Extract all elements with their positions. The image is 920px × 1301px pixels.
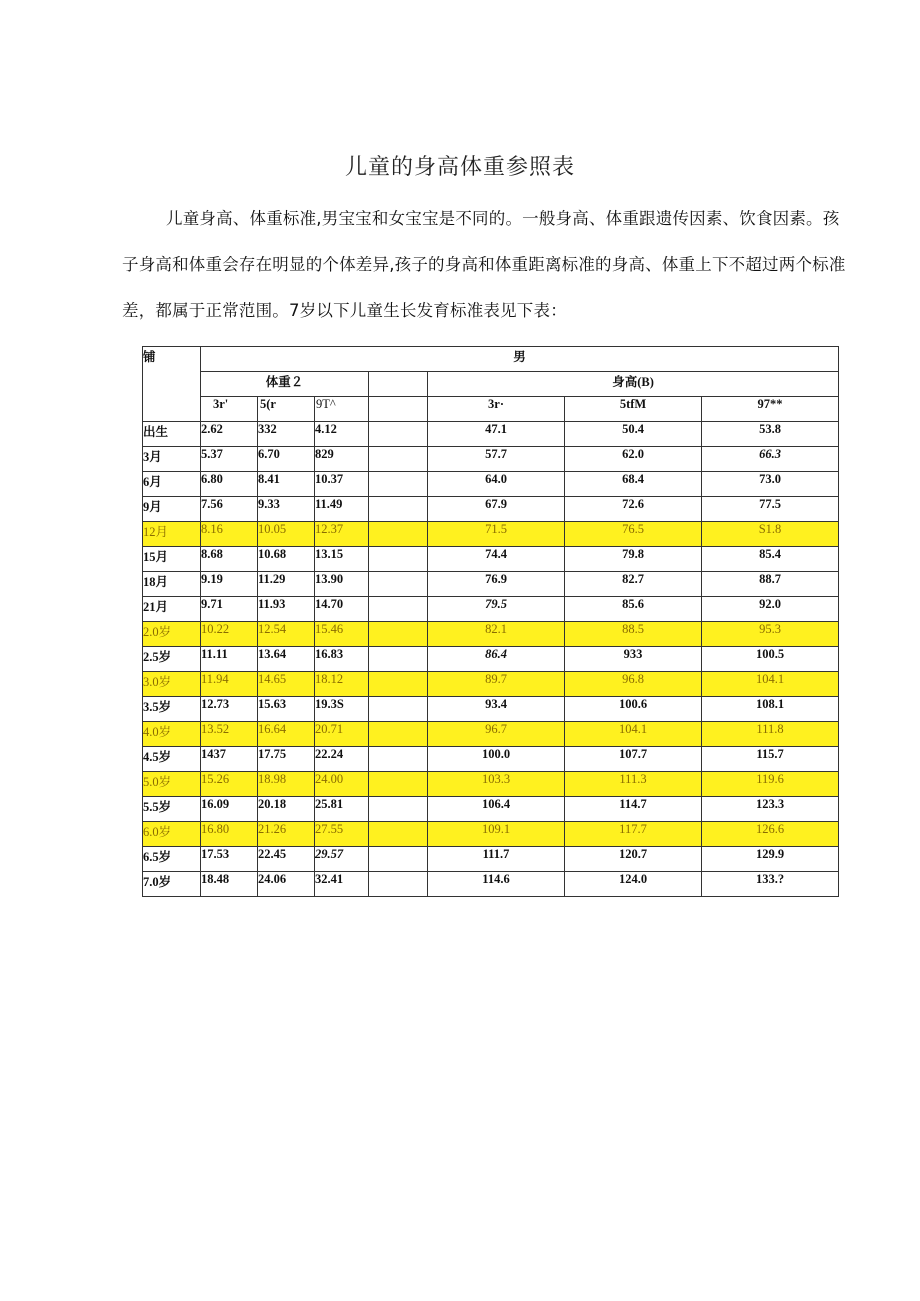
weight-cell: 11.94 <box>201 672 258 697</box>
height-cell: 57.7 <box>428 447 565 472</box>
weight-cell: 9.19 <box>201 572 258 597</box>
weight-cell: 15.26 <box>201 772 258 797</box>
height-cell: 114.6 <box>428 872 565 897</box>
table-row <box>143 497 839 522</box>
table-row <box>143 722 839 747</box>
weight-cell: 32.41 <box>315 872 369 897</box>
weight-cell: 16.09 <box>201 797 258 822</box>
table-row <box>143 572 839 597</box>
height-cell: 64.0 <box>428 472 565 497</box>
weight-cell: 2.62 <box>201 422 258 447</box>
weight-cell: 13.15 <box>315 547 369 572</box>
height-cell: 111.3 <box>565 772 702 797</box>
row-age-label: 15月 <box>143 547 201 572</box>
height-cell: 108.1 <box>702 697 839 722</box>
height-cell: 111.8 <box>702 722 839 747</box>
weight-cell: 4.12 <box>315 422 369 447</box>
height-cell: 114.7 <box>565 797 702 822</box>
table-row <box>143 797 839 822</box>
weight-p50-header: 5(r <box>258 397 315 422</box>
weight-cell: 8.68 <box>201 547 258 572</box>
weight-cell: 15.46 <box>315 622 369 647</box>
row-age-label: 3月 <box>143 447 201 472</box>
height-cell: 74.4 <box>428 547 565 572</box>
height-cell: 72.6 <box>565 497 702 522</box>
height-cell: 67.9 <box>428 497 565 522</box>
table-row <box>143 547 839 572</box>
empty-cell <box>369 547 428 572</box>
weight-p3-header: 3r' <box>201 397 258 422</box>
empty-cell <box>369 622 428 647</box>
height-cell: 103.3 <box>428 772 565 797</box>
empty-cell <box>369 772 428 797</box>
height-cell: 73.0 <box>702 472 839 497</box>
table-row <box>143 447 839 472</box>
weight-cell: 12.73 <box>201 697 258 722</box>
row-age-label: 4.5岁 <box>143 747 201 772</box>
height-cell: 93.4 <box>428 697 565 722</box>
row-age-label: 9月 <box>143 497 201 522</box>
table-row <box>143 597 839 622</box>
weight-cell: 6.70 <box>258 447 315 472</box>
header-row-measure <box>143 372 839 397</box>
height-cell: 79.5 <box>428 597 565 622</box>
row-age-label: 7.0岁 <box>143 872 201 897</box>
weight-cell: 19.3S <box>315 697 369 722</box>
weight-cell: 11.11 <box>201 647 258 672</box>
weight-cell: 12.54 <box>258 622 315 647</box>
weight-cell: 22.45 <box>258 847 315 872</box>
table-row <box>143 822 839 847</box>
height-cell: 100.5 <box>702 647 839 672</box>
height-cell: 82.1 <box>428 622 565 647</box>
row-age-label: 4.0岁 <box>143 722 201 747</box>
empty-cell <box>369 447 428 472</box>
height-cell: 62.0 <box>565 447 702 472</box>
weight-cell: 10.68 <box>258 547 315 572</box>
weight-cell: 22.24 <box>315 747 369 772</box>
weight-cell: 11.49 <box>315 497 369 522</box>
height-cell: 126.6 <box>702 822 839 847</box>
row-age-label: 5.5岁 <box>143 797 201 822</box>
weight-cell: 5.37 <box>201 447 258 472</box>
empty-header-cell <box>369 372 428 397</box>
weight-cell: 16.83 <box>315 647 369 672</box>
weight-cell: 10.22 <box>201 622 258 647</box>
height-cell: 95.3 <box>702 622 839 647</box>
height-cell: 82.7 <box>565 572 702 597</box>
height-cell: 88.7 <box>702 572 839 597</box>
height-cell: 66.3 <box>702 447 839 472</box>
weight-cell: 17.75 <box>258 747 315 772</box>
height-cell: 96.7 <box>428 722 565 747</box>
weight-p97-header: 9T^ <box>315 397 369 422</box>
height-p3-header: 3r· <box>428 397 565 422</box>
weight-cell: 8.41 <box>258 472 315 497</box>
weight-header: 体重２ <box>201 372 369 397</box>
weight-cell: 27.55 <box>315 822 369 847</box>
height-header: 身高(B) <box>428 372 839 397</box>
height-cell: 104.1 <box>565 722 702 747</box>
table-row <box>143 647 839 672</box>
empty-cell <box>369 572 428 597</box>
height-cell: 47.1 <box>428 422 565 447</box>
empty-cell <box>369 747 428 772</box>
row-age-label: 21月 <box>143 597 201 622</box>
weight-cell: 16.80 <box>201 822 258 847</box>
weight-cell: 14.65 <box>258 672 315 697</box>
weight-cell: 10.37 <box>315 472 369 497</box>
empty-cell <box>369 672 428 697</box>
height-p97-header: 97** <box>702 397 839 422</box>
intro-paragraph: 儿童身高、体重标准,男宝宝和女宝宝是不同的。一般身高、体重跟遗传因素、饮食因素。孩子身高和体重会存在明显的个体差异,孩子的身高和体重距离标准的身高、体重上下不超过两个标准差，都属于正常范围。7岁以下儿童生长发育标准表见下表： <box>122 209 846 320</box>
empty-cell <box>369 822 428 847</box>
height-cell: 96.8 <box>565 672 702 697</box>
height-cell: 129.9 <box>702 847 839 872</box>
weight-cell: 20.71 <box>315 722 369 747</box>
weight-cell: 7.56 <box>201 497 258 522</box>
height-cell: 76.9 <box>428 572 565 597</box>
weight-cell: 9.33 <box>258 497 315 522</box>
weight-cell: 20.18 <box>258 797 315 822</box>
height-cell: 100.0 <box>428 747 565 772</box>
height-cell: 119.6 <box>702 772 839 797</box>
weight-cell: 17.53 <box>201 847 258 872</box>
height-cell: 71.5 <box>428 522 565 547</box>
height-cell: 107.7 <box>565 747 702 772</box>
weight-cell: 829 <box>315 447 369 472</box>
height-cell: 92.0 <box>702 597 839 622</box>
height-cell: 77.5 <box>702 497 839 522</box>
corner-label: 铺 <box>143 347 201 422</box>
row-age-label: 5.0岁 <box>143 772 201 797</box>
table-row <box>143 522 839 547</box>
height-cell: 123.3 <box>702 797 839 822</box>
weight-cell: 332 <box>258 422 315 447</box>
height-cell: 117.7 <box>565 822 702 847</box>
weight-cell: 16.64 <box>258 722 315 747</box>
weight-cell: 1437 <box>201 747 258 772</box>
table-row <box>143 697 839 722</box>
height-cell: 53.8 <box>702 422 839 447</box>
empty-cell <box>369 872 428 897</box>
table-row <box>143 772 839 797</box>
table-body <box>143 347 839 897</box>
weight-cell: 11.93 <box>258 597 315 622</box>
weight-cell: 6.80 <box>201 472 258 497</box>
height-cell: 100.6 <box>565 697 702 722</box>
header-row-gender <box>143 347 839 372</box>
empty-cell <box>369 472 428 497</box>
height-cell: S1.8 <box>702 522 839 547</box>
table-row <box>143 472 839 497</box>
empty-cell <box>369 597 428 622</box>
weight-cell: 13.52 <box>201 722 258 747</box>
row-age-label: 2.5岁 <box>143 647 201 672</box>
weight-cell: 8.16 <box>201 522 258 547</box>
height-cell: 76.5 <box>565 522 702 547</box>
empty-cell <box>369 647 428 672</box>
table-row <box>143 422 839 447</box>
height-cell: 85.4 <box>702 547 839 572</box>
empty-cell <box>369 797 428 822</box>
weight-cell: 13.90 <box>315 572 369 597</box>
table-row <box>143 847 839 872</box>
table-row <box>143 672 839 697</box>
weight-cell: 21.26 <box>258 822 315 847</box>
weight-cell: 29.57 <box>315 847 369 872</box>
row-age-label: 12月 <box>143 522 201 547</box>
height-cell: 111.7 <box>428 847 565 872</box>
weight-cell: 18.12 <box>315 672 369 697</box>
row-age-label: 6.0岁 <box>143 822 201 847</box>
empty-cell <box>369 422 428 447</box>
height-cell: 124.0 <box>565 872 702 897</box>
height-cell: 104.1 <box>702 672 839 697</box>
height-cell: 85.6 <box>565 597 702 622</box>
height-cell: 86.4 <box>428 647 565 672</box>
header-row-percentile <box>143 397 839 422</box>
row-age-label: 3.5岁 <box>143 697 201 722</box>
weight-cell: 15.63 <box>258 697 315 722</box>
weight-cell: 24.00 <box>315 772 369 797</box>
empty-cell <box>369 722 428 747</box>
weight-cell: 18.48 <box>201 872 258 897</box>
height-cell: 933 <box>565 647 702 672</box>
table-row <box>143 747 839 772</box>
height-cell: 133.? <box>702 872 839 897</box>
table-row <box>143 872 839 897</box>
empty-subheader-cell <box>369 397 428 422</box>
height-cell: 89.7 <box>428 672 565 697</box>
height-cell: 68.4 <box>565 472 702 497</box>
empty-cell <box>369 522 428 547</box>
weight-cell: 13.64 <box>258 647 315 672</box>
weight-cell: 11.29 <box>258 572 315 597</box>
height-cell: 50.4 <box>565 422 702 447</box>
document-title: 儿童的身高体重参照表 <box>344 155 575 180</box>
weight-cell: 25.81 <box>315 797 369 822</box>
height-cell: 79.8 <box>565 547 702 572</box>
height-cell: 88.5 <box>565 622 702 647</box>
empty-cell <box>369 697 428 722</box>
weight-cell: 9.71 <box>201 597 258 622</box>
row-age-label: 出生 <box>143 422 201 447</box>
row-age-label: 2.0岁 <box>143 622 201 647</box>
height-cell: 109.1 <box>428 822 565 847</box>
table-row <box>143 622 839 647</box>
empty-cell <box>369 497 428 522</box>
empty-cell <box>369 847 428 872</box>
weight-cell: 10.05 <box>258 522 315 547</box>
row-age-label: 6月 <box>143 472 201 497</box>
weight-cell: 24.06 <box>258 872 315 897</box>
weight-cell: 12.37 <box>315 522 369 547</box>
height-cell: 115.7 <box>702 747 839 772</box>
height-cell: 120.7 <box>565 847 702 872</box>
weight-cell: 18.98 <box>258 772 315 797</box>
row-age-label: 6.5岁 <box>143 847 201 872</box>
row-age-label: 18月 <box>143 572 201 597</box>
row-age-label: 3.0岁 <box>143 672 201 697</box>
height-p50-header: 5tfM <box>565 397 702 422</box>
height-cell: 106.4 <box>428 797 565 822</box>
gender-header: 男 <box>201 347 839 372</box>
weight-cell: 14.70 <box>315 597 369 622</box>
growth-standard-table <box>142 346 839 897</box>
